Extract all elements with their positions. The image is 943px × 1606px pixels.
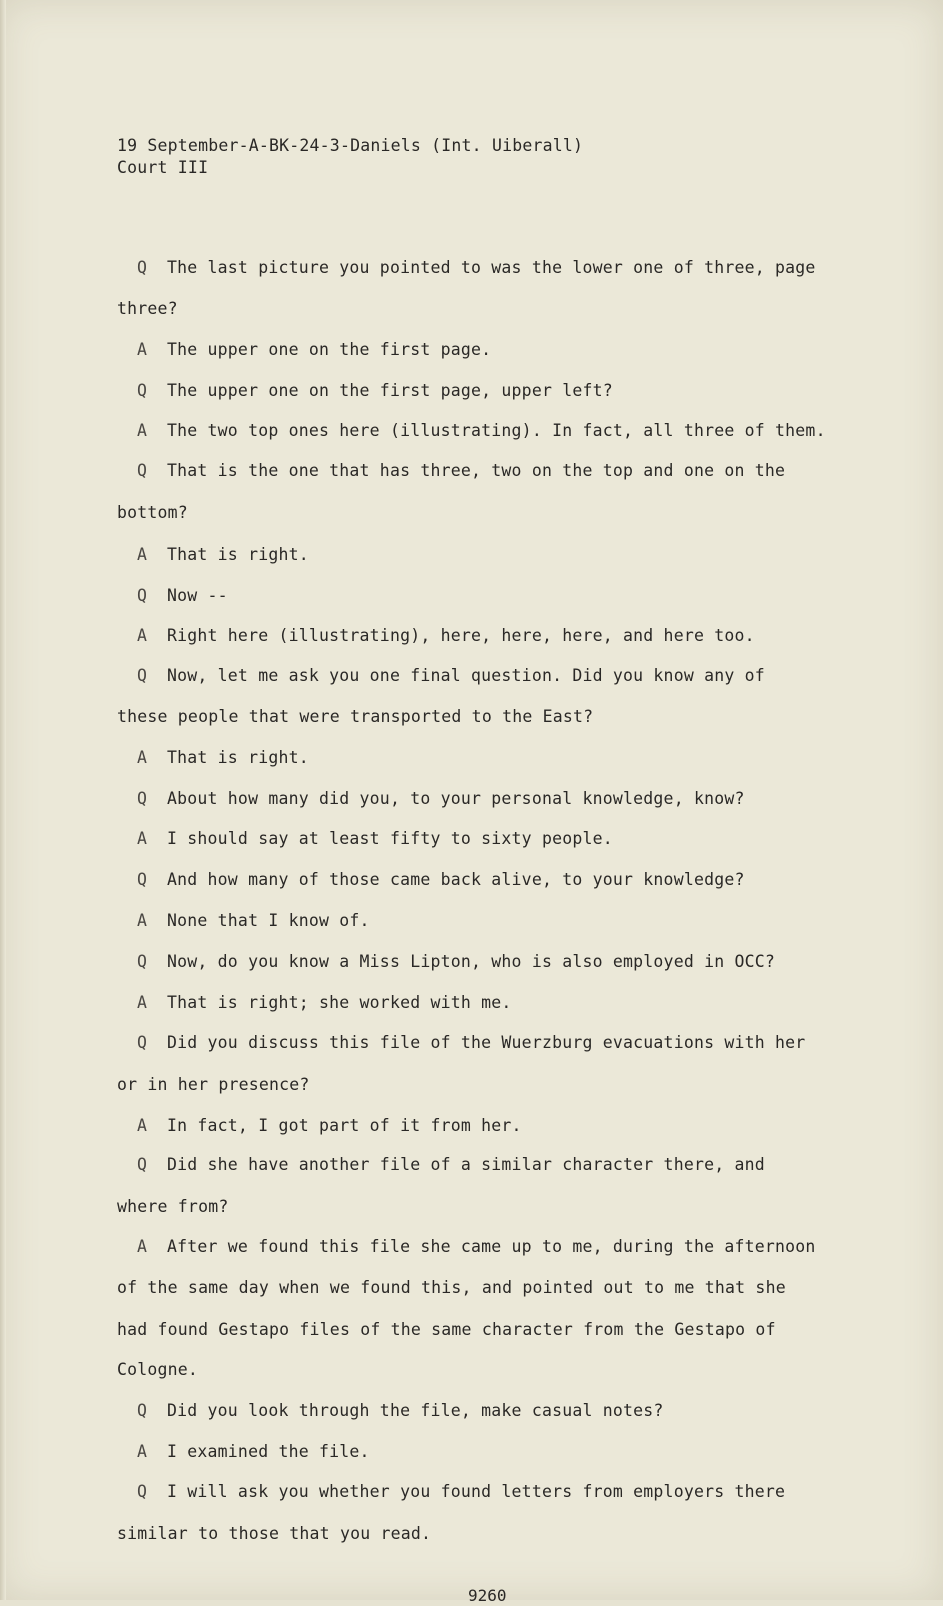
transcript-line-28	[117, 1360, 198, 1380]
transcript-line-14	[137, 789, 745, 809]
speaker-mark: Q	[137, 789, 148, 808]
transcript-text: I will ask you whether you found letters from employers there	[167, 1482, 786, 1501]
transcript-text: That is right.	[167, 545, 309, 564]
speaker-mark: Q	[137, 586, 148, 605]
speaker-mark: A	[137, 1237, 148, 1256]
transcript-text: The upper one on the first page, upper left?	[167, 381, 613, 400]
transcript-line-3	[137, 340, 491, 360]
speaker-mark: Q	[137, 870, 148, 889]
transcript-line-23	[137, 1155, 765, 1175]
transcript-line-21	[117, 1075, 310, 1095]
transcript-line-13	[137, 748, 309, 768]
transcript-text: About how many did you, to your personal knowledge, know?	[167, 789, 745, 808]
speaker-mark: A	[137, 626, 148, 645]
transcript-line-4	[137, 381, 613, 401]
transcript-line-18	[137, 952, 775, 972]
transcript-text: bottom?	[117, 503, 188, 522]
speaker-mark: Q	[137, 1482, 148, 1501]
speaker-mark: A	[137, 340, 148, 359]
transcript-line-15	[137, 829, 613, 849]
transcript-line-12	[117, 707, 593, 727]
transcript-line-32	[117, 1524, 431, 1544]
transcript-text: or in her presence?	[117, 1075, 310, 1094]
transcript-text: Cologne.	[117, 1360, 199, 1379]
transcript-text: The two top ones here (illustrating). In fact, all three of them.	[167, 421, 826, 440]
speaker-mark: A	[137, 421, 148, 440]
speaker-mark: A	[137, 911, 148, 930]
speaker-mark: A	[137, 829, 148, 848]
transcript-line-30	[137, 1442, 370, 1462]
transcript-text: Did she have another file of a similar character there, and	[167, 1155, 765, 1174]
transcript-text: similar to those that you read.	[117, 1524, 432, 1543]
speaker-mark: Q	[137, 258, 148, 277]
transcript-text: had found Gestapo files of the same character from the Gestapo of	[117, 1320, 776, 1339]
transcript-line-6	[137, 461, 785, 481]
transcript-line-8	[137, 545, 309, 565]
speaker-mark: A	[137, 545, 148, 564]
transcript-text: Now --	[167, 586, 228, 605]
transcript-text: The last picture you pointed to was the lower one of three, page	[167, 258, 816, 277]
speaker-mark: A	[137, 1442, 148, 1461]
transcript-text: Now, let me ask you one final question. Did you know any of	[167, 666, 765, 685]
transcript-text: Now, do you know a Miss Lipton, who is also employed in OCC?	[167, 952, 776, 971]
transcript-line-20	[137, 1033, 805, 1053]
transcript-line-11	[137, 666, 765, 686]
speaker-mark: A	[137, 748, 148, 767]
transcript-line-5	[137, 421, 826, 441]
transcript-line-19	[137, 993, 512, 1013]
transcript-line-9	[137, 586, 228, 606]
speaker-mark: Q	[137, 1155, 148, 1174]
transcript-text: where from?	[117, 1197, 229, 1216]
transcript-text: That is right; she worked with me.	[167, 993, 512, 1012]
speaker-mark: Q	[137, 952, 148, 971]
transcript-text: Did you discuss this file of the Wuerzburg evacuations with her	[167, 1033, 806, 1052]
speaker-mark: Q	[137, 666, 148, 685]
transcript-text: these people that were transported to the East?	[117, 707, 594, 726]
transcript-text: In fact, I got part of it from her.	[167, 1116, 522, 1135]
speaker-mark: Q	[137, 461, 148, 480]
transcript-text: And how many of those came back alive, to your knowledge?	[167, 870, 745, 889]
transcript-text: Did you look through the file, make casual notes?	[167, 1401, 664, 1420]
transcript-text: That is right.	[167, 748, 309, 767]
transcript-text: I examined the file.	[167, 1442, 370, 1461]
transcript-line-27	[117, 1320, 776, 1340]
speaker-mark: Q	[137, 1033, 148, 1052]
speaker-mark: Q	[137, 381, 148, 400]
transcript-text: Right here (illustrating), here, here, here, and here too.	[167, 626, 755, 645]
speaker-mark: A	[137, 1116, 148, 1135]
transcript-line-26	[117, 1278, 786, 1298]
transcript-line-16	[137, 870, 745, 890]
transcript-line-17	[137, 911, 370, 931]
speaker-mark: A	[137, 993, 148, 1012]
transcript-line-2	[117, 299, 178, 319]
transcript-line-25	[137, 1237, 816, 1257]
transcript-text: None that I know of.	[167, 911, 370, 930]
transcript-line-10	[137, 626, 755, 646]
transcript-line-1	[137, 258, 816, 278]
page-number: 9260	[468, 1586, 507, 1605]
transcript-text: of the same day when we found this, and pointed out to me that she	[117, 1278, 786, 1297]
header-court-line: Court III	[117, 158, 209, 177]
transcript-text: I should say at least fifty to sixty people.	[167, 829, 613, 848]
transcript-line-7	[117, 503, 188, 523]
transcript-line-29	[137, 1401, 664, 1421]
speaker-mark: Q	[137, 1401, 148, 1420]
transcript-line-22	[137, 1116, 522, 1136]
transcript-line-24	[117, 1197, 228, 1217]
header-case-line: 19 September-A-BK-24-3-Daniels (Int. Uiberall)	[117, 136, 584, 155]
transcript-text: After we found this file she came up to me, during the afternoon	[167, 1237, 816, 1256]
transcript-text: That is the one that has three, two on the top and one on the	[167, 461, 786, 480]
transcript-line-31	[137, 1482, 785, 1502]
transcript-text: three?	[117, 299, 178, 318]
transcript-text: The upper one on the first page.	[167, 340, 492, 359]
page-edge	[0, 0, 6, 1600]
